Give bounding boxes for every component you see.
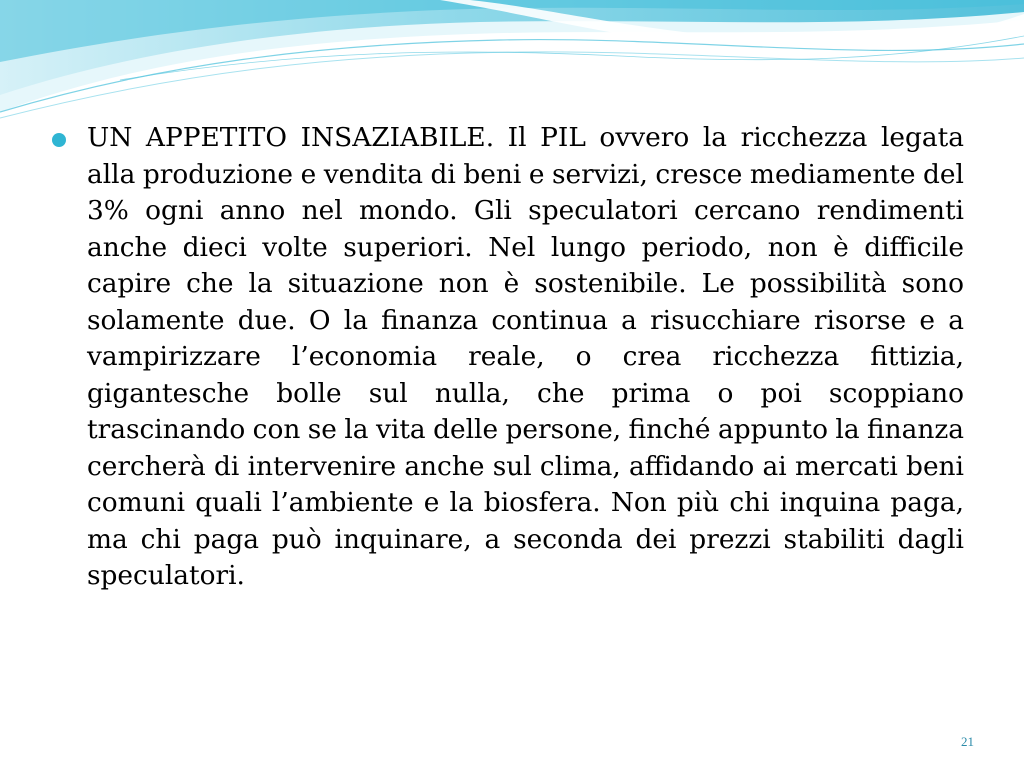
header-wave-decoration: [0, 0, 1024, 130]
bullet-item: [52, 120, 964, 595]
bullet-text: UN APPETITO INSAZIABILE. Il PIL ovvero la ricchezza legata alla produzione e vendita di beni e servizi, cresce mediamente del 3% ogni anno nel mondo. Gli speculatori cercano rendimenti anche dieci volte superiori. Nel lungo periodo, non è difficile capire che la situazione non è sostenibile. Le possibilità sono solamente due. O la finanza continua a risucchiare risorse e a vampirizzare l’economia reale, o crea ricchezza fittizia, gigantesche bolle sul nulla, che prima o poi scoppiano trascinando con se la vita delle persone, finché appunto la finanza cercherà di intervenire anche sul clima, affidando ai mercati beni comuni quali l’ambiente e la biosfera. Non più chi inquina paga, ma chi paga può inquinare, a seconda dei prezzi stabiliti dagli speculatori.: [87, 122, 964, 591]
slide-body: [52, 120, 964, 595]
slide-number: 21: [961, 734, 974, 749]
bullet-dot-icon: [52, 133, 66, 147]
